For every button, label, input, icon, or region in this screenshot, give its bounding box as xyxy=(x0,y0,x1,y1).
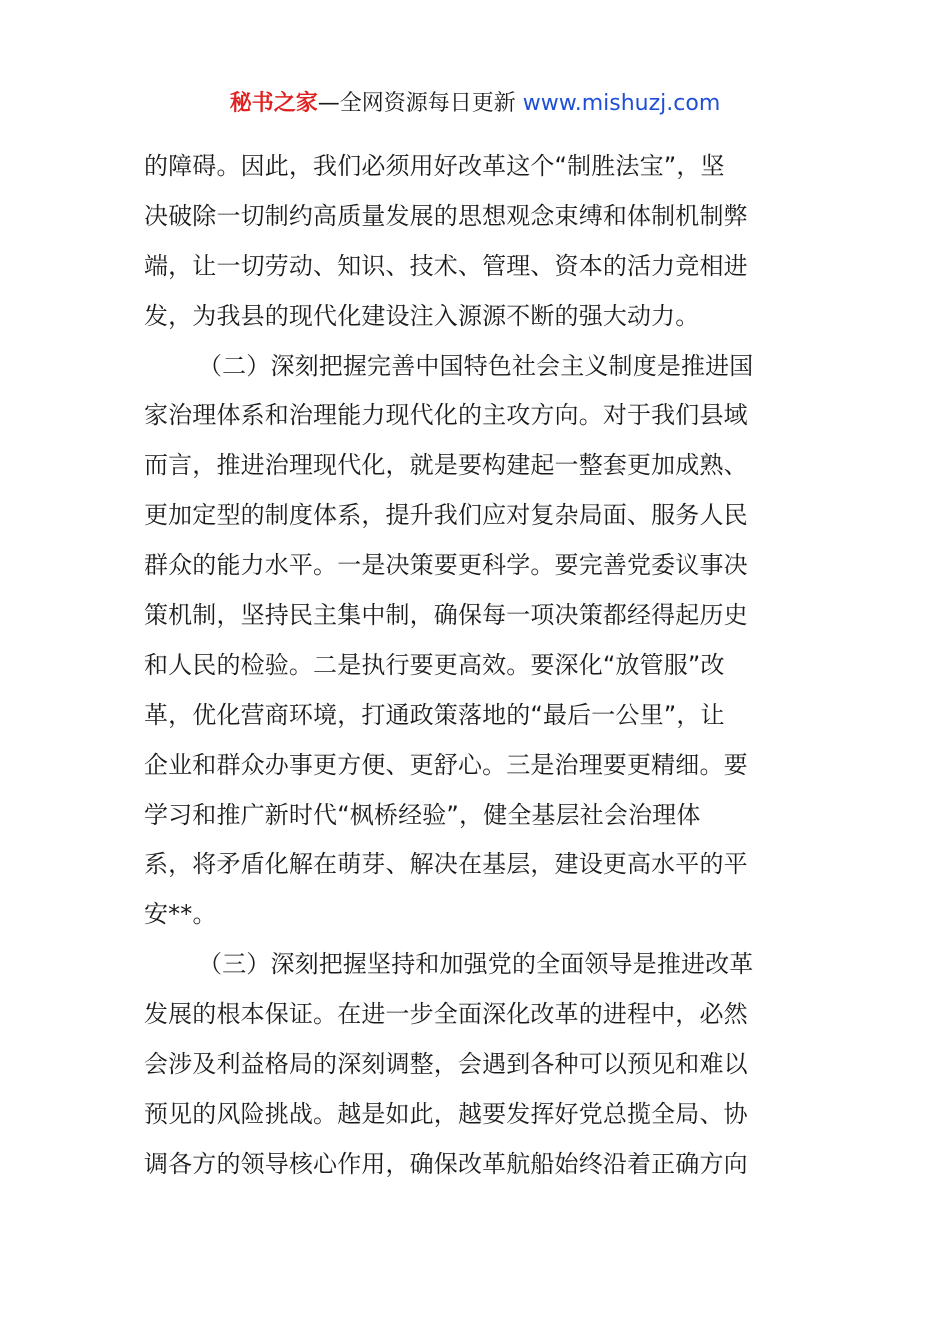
text-line: 决破除一切制约高质量发展的思想观念束缚和体制机制弊 xyxy=(144,201,748,230)
text-line: 的障碍。因此，我们必须用好改革这个“制胜法宝”，坚 xyxy=(144,152,725,180)
text-line: 企业和群众办事更方便、更舒心。三是治理要更精细。要 xyxy=(144,750,748,779)
text-line: 端，让一切劳动、知识、技术、管理、资本的活力竞相进 xyxy=(144,251,748,280)
text-line: 群众的能力水平。一是决策要更科学。要完善党委议事决 xyxy=(144,551,748,580)
text-line: 策机制，坚持民主集中制，确保每一项决策都经得起历史 xyxy=(144,601,748,630)
text-line: 和人民的检验。二是执行要更高效。要深化“放管服”改 xyxy=(144,650,725,679)
text-line: 安**。 xyxy=(144,900,217,929)
brand-name: 秘书之家 xyxy=(229,91,318,116)
text-line: 而言，推进治理现代化，就是要构建起一整套更加成熟、 xyxy=(144,451,748,480)
text-line: 系，将矛盾化解在萌芽、解决在基层，建设更高水平的平 xyxy=(144,850,748,879)
text-line: 发展的根本保证。在进一步全面深化改革的进程中，必然 xyxy=(144,1000,748,1029)
header-tagline: —全网资源每日更新 xyxy=(317,91,523,116)
section-heading-line: （三）深刻把握坚持和加强党的全面领导是推进改革 xyxy=(198,950,754,979)
document-body xyxy=(144,142,808,1190)
text-line: 调各方的领导核心作用，确保改革航船始终沿着正确方向 xyxy=(144,1149,748,1178)
website-link[interactable]: www.mishuzj.com xyxy=(522,91,721,116)
text-line: 预见的风险挑战。越是如此，越要发挥好党总揽全局、协 xyxy=(144,1099,748,1128)
text-line: 发，为我县的现代化建设注入源源不断的强大动力。 xyxy=(144,301,700,330)
text-line: 更加定型的制度体系，提升我们应对复杂局面、服务人民 xyxy=(144,501,748,530)
text-line: 会涉及利益格局的深刻调整，会遇到各种可以预见和难以 xyxy=(144,1050,748,1079)
page-header xyxy=(0,86,950,122)
text-line: 家治理体系和治理能力现代化的主攻方向。对于我们县域 xyxy=(144,401,748,430)
text-line: 学习和推广新时代“枫桥经验”，健全基层社会治理体 xyxy=(144,800,701,829)
section-heading-line: （二）深刻把握完善中国特色社会主义制度是推进国 xyxy=(198,351,754,380)
text-line: 革，优化营商环境，打通政策落地的“最后一公里”，让 xyxy=(144,700,725,729)
